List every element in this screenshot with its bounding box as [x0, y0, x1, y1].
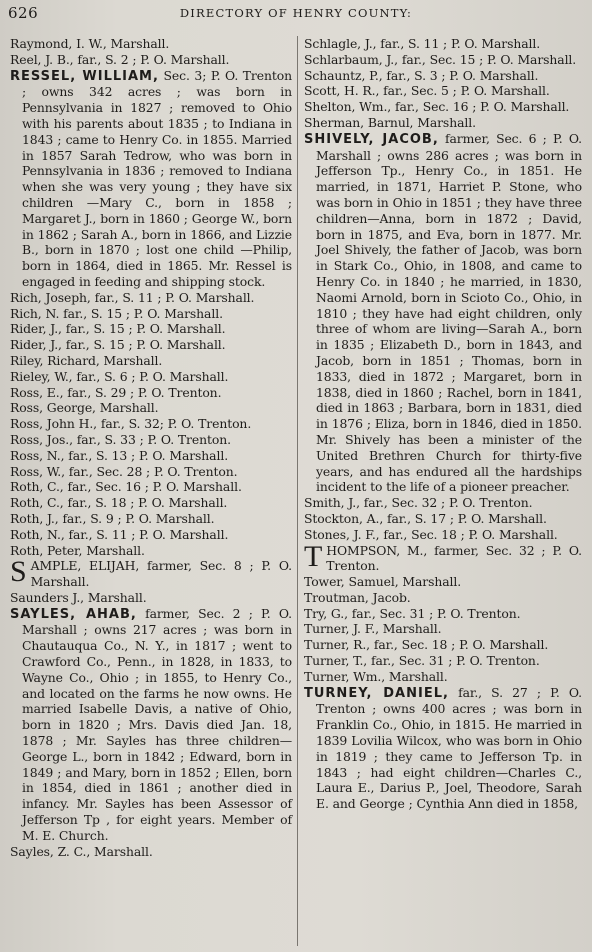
directory-entry: Turner, J. F., Marshall. — [304, 621, 442, 637]
biography-text: far., S. 27 ; P. O. Trenton ; owns 400 acres ; was born in Franklin Co., Ohio, in 1815. He married in 1839 Lovilia Wilcox, who was born in Ohio in 1819 ; they came to Jefferson Tp. in 1843 ; had eight children—Charles C., Laura E., Darius P., Joel, Theodore, Sarah E. and George ; Cynthia Ann died in 1858, — [316, 684, 582, 812]
directory-entry: Stones, J. F., far., Sec. 18 ; P. O. Marshall. — [304, 526, 558, 542]
biography-text: farmer, Sec. 6 ; P. O. Marshall ; owns 286 acres ; was born in Jefferson Tp., Henry Co., in 1851. He married, in 1871, Harriet P. Stone, who was born in Ohio in 1851 ; they have three children—Anna, born in 1872 ; David, born in 1875, and Eva, born in 1877. Mr. Joel Shively, the father of Jacob, was born in Stark Co., Ohio, in 1808, and came to Henry Co. in 1840 ; he married, in 1830, Naomi Arnold, born in Scioto Co., Ohio, in 1810 ; they have had eight children, only three of whom are living—Sarah A., born in 1835 ; Elizabeth D., born in 1843, and Jacob, born in 1851 ; Thomas, born in 1833, died in 1872 ; Margaret, born in 1838, died in 1860 ; Rachel, born in 1841, died in 1863 ; Barbara, born in 1831, died in 1876 ; Eliza, born in 1846, died in 1850. Mr. Shively has been a minister of the United Brethren Church for thirty-five years, and has endured all the hardships incident to the life of a pioneer preacher. — [316, 130, 582, 495]
directory-entry: Ross, Jos., far., S. 33 ; P. O. Trenton. — [10, 431, 231, 447]
directory-entry: Ross, E., far., S. 29 ; P. O. Trenton. — [10, 384, 222, 400]
directory-entry: Troutman, Jacob. — [304, 589, 411, 605]
directory-entry: Saunders J., Marshall. — [10, 589, 147, 605]
directory-entry: Smith, J., far., Sec. 32 ; P. O. Trenton. — [304, 495, 533, 511]
section-start-entry — [10, 555, 292, 590]
biography-text: Sec. 3; P. O. Trenton ; owns 342 acres ; was born in Pennsylvania in 1827 ; removed to Ohio with his parents about 1835 ; to Indiana in 1843 ; came to Henry Co. in 1855. Married in 1857 Sarah Tedrow, who was born in Pennsylvania in 1836 ; removed to Indiana when she was very young ; they have six children —Mary C., born in 1858 ; Margaret J., born in 1860 ; George W., born in 1862 ; Sarah A., born in 1866, and Lizzie B., born in 1870 ; lost one child —Philip, born in 1864, died in 1865. Mr. Ressel is engaged in feeding and shipping stock. — [22, 67, 292, 289]
entry-text: AMPLE, ELIJAH, farmer, Sec. 8 ; P. O. Marshall. — [30, 558, 292, 590]
directory-entry: Ross, W., far., Sec. 28 ; P. O. Trenton. — [10, 463, 238, 479]
biography-text: farmer, Sec. 2 ; P. O. Marshall ; owns 217 acres ; was born in Chautauqua Co., N. Y., in 1817 ; went to Crawford Co., Penn., in 1828, in 1833, to Wayne Co., Ohio ; in 1855, to Henry Co., and located on the farms he now owns. He married Isabelle Davis, a native of Ohio, born in 1820 ; Mrs. Davis died Jan. 18, 1878 ; Mr. Sayles has three children—George L., born in 1842 ; Edward, born in 1849 ; and Mary, born in 1852 ; Ellen, born in 1854, died in 1861 ; another died in infancy. Mr. Sayles has been Assessor of Jefferson Tp , for eight years. Member of M. E. Church. — [22, 605, 292, 843]
directory-entry: Roth, J., far., S. 9 ; P. O. Marshall. — [10, 510, 215, 526]
directory-entry: Rider, J., far., S. 15 ; P. O. Marshall. — [10, 321, 226, 337]
directory-entry: Schlarbaum, J., far., Sec. 15 ; P. O. Marshall. — [304, 51, 577, 67]
directory-entry: Ross, George, Marshall. — [10, 400, 159, 416]
directory-entry: Sherman, Barnul, Marshall. — [304, 114, 476, 130]
directory-entry: Schlagle, J., far., S. 11 ; P. O. Marshall. — [304, 36, 541, 51]
directory-entry: Rich, N. far., S. 15 ; P. O. Marshall. — [10, 305, 223, 321]
directory-entry: Raymond, I. W., Marshall. — [10, 36, 170, 51]
biography-name: TURNEY, DANIEL, — [304, 685, 449, 701]
directory-entry: Scott, H. R., far., Sec. 5 ; P. O. Marshall. — [304, 83, 550, 99]
directory-entry: Schauntz, P., far., S. 3 ; P. O. Marshall. — [304, 67, 539, 83]
directory-entry: Roth, C., far., Sec. 16 ; P. O. Marshall. — [10, 479, 242, 495]
directory-entry: Turner, R., far., Sec. 18 ; P. O. Marshall. — [304, 637, 549, 653]
directory-entry: Sayles, Z. C., Marshall. — [10, 843, 153, 859]
biography-name: SHIVELY, JACOB, — [304, 131, 439, 147]
directory-entry: Ross, N., far., S. 13 ; P. O. Marshall. — [10, 447, 229, 463]
drop-cap-letter: T — [304, 539, 323, 573]
entry-text: HOMPSON, M., farmer, Sec. 32 ; P. O. Trenton. — [326, 542, 582, 574]
left-column — [10, 36, 292, 859]
directory-entry: Ross, John H., far., S. 32; P. O. Trenton. — [10, 416, 252, 432]
biography-name: SAYLES, AHAB, — [10, 606, 137, 622]
directory-entry: Roth, N., far., S. 11 ; P. O. Marshall. — [10, 526, 229, 542]
biography-entry — [10, 68, 292, 290]
biography-entry — [304, 685, 582, 812]
directory-entry: Turner, T., far., Sec. 31 ; P. O. Trenton. — [304, 653, 540, 669]
biography-entry — [304, 131, 582, 495]
directory-entry: Rieley, W., far., S. 6 ; P. O. Marshall. — [10, 368, 229, 384]
directory-entry: Riley, Richard, Marshall. — [10, 352, 163, 368]
directory-entry: Rich, Joseph, far., S. 11 ; P. O. Marshall. — [10, 289, 255, 305]
directory-entry: Roth, C., far., S. 18 ; P. O. Marshall. — [10, 495, 228, 511]
directory-entry: Rider, J., far., S. 15 ; P. O. Marshall. — [10, 337, 226, 353]
biography-name: RESSEL, WILLIAM, — [10, 68, 159, 84]
biography-entry — [10, 606, 292, 844]
running-head: DIRECTORY OF HENRY COUNTY: — [179, 6, 413, 20]
directory-entry: Turner, Wm., Marshall. — [304, 668, 448, 684]
directory-entry: Reel, J. B., far., S. 2 ; P. O. Marshall. — [10, 51, 230, 67]
directory-entry: Try, G., far., Sec. 31 ; P. O. Trenton. — [304, 605, 521, 621]
directory-entry: Shelton, Wm., far., Sec. 16 ; P. O. Marshall. — [304, 99, 570, 115]
section-start-entry — [304, 539, 582, 575]
directory-entry: Roth, Peter, Marshall. — [10, 542, 145, 558]
column-divider — [297, 36, 298, 946]
drop-cap-letter: S — [10, 555, 27, 589]
directory-entry: Stockton, A., far., S. 17 ; P. O. Marshall. — [304, 510, 547, 526]
page-number: 626 — [8, 4, 39, 22]
right-column — [304, 36, 582, 812]
directory-entry: Tower, Samuel, Marshall. — [304, 574, 462, 590]
page-header — [8, 4, 584, 22]
